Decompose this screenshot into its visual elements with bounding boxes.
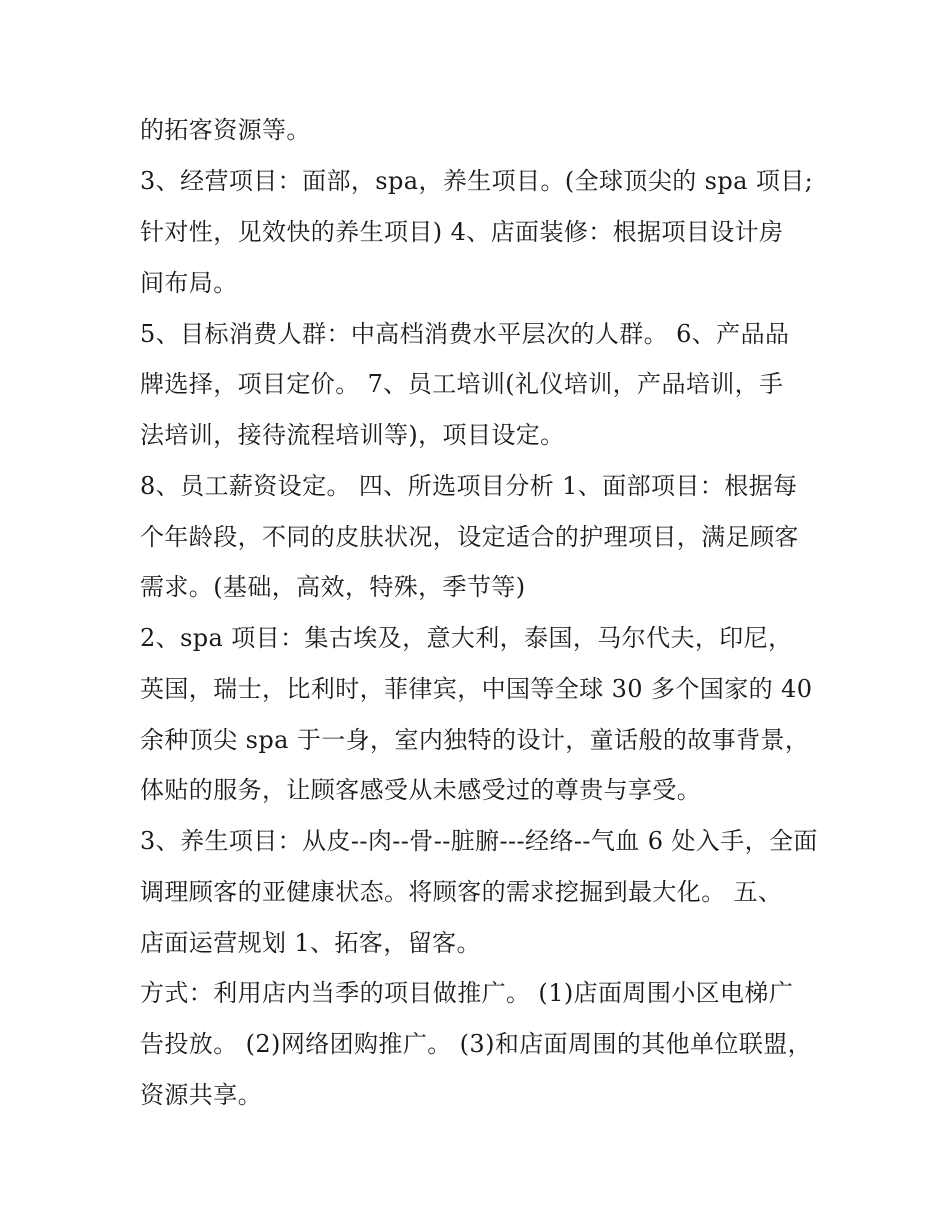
text-line: 牌选择，项目定价。 7、员工培训(礼仪培训，产品培训，手 <box>140 370 784 398</box>
text-line: 3、经营项目：面部，spa，养生项目。(全球顶尖的 spa 项目; <box>140 167 814 195</box>
text-line: 需求。(基础，高效，特殊，季节等) <box>140 573 526 601</box>
text-line: 告投放。 (2)网络团购推广。 (3)和店面周围的其他单位联盟， <box>140 1030 813 1058</box>
text-line: 间布局。 <box>140 269 238 297</box>
text-line: 法培训，接待流程培训等)，项目设定。 <box>140 421 565 449</box>
text-line: 3、养生项目：从皮--肉--骨--脏腑---经络--气血 6 处入手，全面 <box>140 827 818 855</box>
text-line: 5、目标消费人群：中高档消费水平层次的人群。 6、产品品 <box>140 320 790 348</box>
text-line: 个年龄段，不同的皮肤状况，设定适合的护理项目，满足顾客 <box>140 523 799 551</box>
text-line: 针对性，见效快的养生项目) 4、店面装修：根据项目设计房 <box>140 218 784 246</box>
text-line: 的拓客资源等。 <box>140 116 311 144</box>
text-line: 体贴的服务，让顾客感受从未感受过的尊贵与享受。 <box>140 776 702 804</box>
text-line: 方式：利用店内当季的项目做推广。 (1)店面周围小区电梯广 <box>140 979 794 1007</box>
text-line: 8、员工薪资设定。 四、所选项目分析 1、面部项目：根据每 <box>140 472 798 500</box>
text-line: 资源共享。 <box>140 1081 262 1109</box>
text-line: 店面运营规划 1、拓客，留客。 <box>140 929 481 957</box>
text-line: 调理顾客的亚健康状态。将顾客的需求挖掘到最大化。 五、 <box>140 878 783 906</box>
text-line: 余种顶尖 spa 于一身，室内独特的设计，童话般的故事背景， <box>140 726 810 754</box>
text-line: 2、spa 项目：集古埃及，意大利，泰国，马尔代夫，印尼， <box>140 624 793 652</box>
text-line: 英国，瑞士，比利时，菲律宾，中国等全球 30 多个国家的 40 <box>140 675 813 703</box>
